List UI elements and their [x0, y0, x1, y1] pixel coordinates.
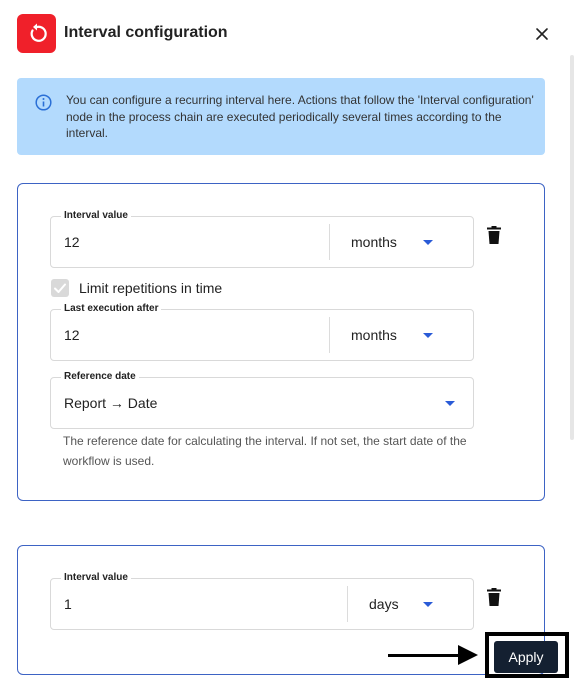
interval-card: [17, 183, 545, 501]
reference-date-helper: The reference date for calculating the interval. If not set, the start date of the workflow is used.: [63, 434, 467, 468]
info-icon: [35, 94, 52, 111]
field-divider: [347, 586, 348, 622]
last-execution-label: Last execution after: [61, 302, 161, 316]
reference-date-field[interactable]: [50, 371, 474, 429]
info-text: You can configure a recurring interval here. Actions that follow the 'Interval configuration' node in the process chain are executed periodically several times according to the interval.: [66, 93, 534, 140]
field-divider: [329, 224, 330, 260]
limit-repetitions-checkbox[interactable]: [51, 279, 69, 297]
apply-button[interactable]: Apply: [494, 641, 558, 673]
reset-icon: [17, 14, 56, 53]
field-divider: [329, 317, 330, 353]
interval-value-input[interactable]: 12: [64, 234, 80, 250]
last-execution-field[interactable]: [50, 303, 474, 361]
close-icon[interactable]: [534, 26, 550, 42]
info-banner: [17, 78, 545, 155]
interval-value-input[interactable]: 1: [64, 596, 72, 612]
reference-date-label: Reference date: [61, 370, 139, 384]
interval-unit-select[interactable]: days: [369, 596, 399, 612]
last-execution-unit-select[interactable]: months: [351, 327, 397, 343]
interval-value-label: Interval value: [61, 209, 131, 223]
trash-icon[interactable]: [487, 588, 501, 606]
chevron-down-icon[interactable]: [423, 602, 433, 607]
limit-repetitions-label: Limit repetitions in time: [79, 280, 223, 296]
dialog-title: Interval configuration: [64, 24, 228, 41]
chevron-down-icon[interactable]: [423, 240, 433, 245]
scrollbar[interactable]: [570, 55, 574, 440]
chevron-down-icon[interactable]: [423, 333, 433, 338]
interval-unit-select[interactable]: months: [351, 234, 397, 250]
trash-icon[interactable]: [487, 226, 501, 244]
last-execution-input[interactable]: 12: [64, 327, 80, 343]
dialog-header: [0, 0, 576, 70]
chevron-down-icon[interactable]: [445, 401, 455, 406]
pointer-arrow-head: [458, 645, 478, 665]
pointer-arrow: [388, 654, 460, 657]
interval-value-field[interactable]: [50, 572, 474, 630]
interval-value-label: Interval value: [61, 571, 131, 585]
reference-date-select[interactable]: Report → Date: [64, 395, 158, 411]
interval-value-field[interactable]: [50, 210, 474, 268]
